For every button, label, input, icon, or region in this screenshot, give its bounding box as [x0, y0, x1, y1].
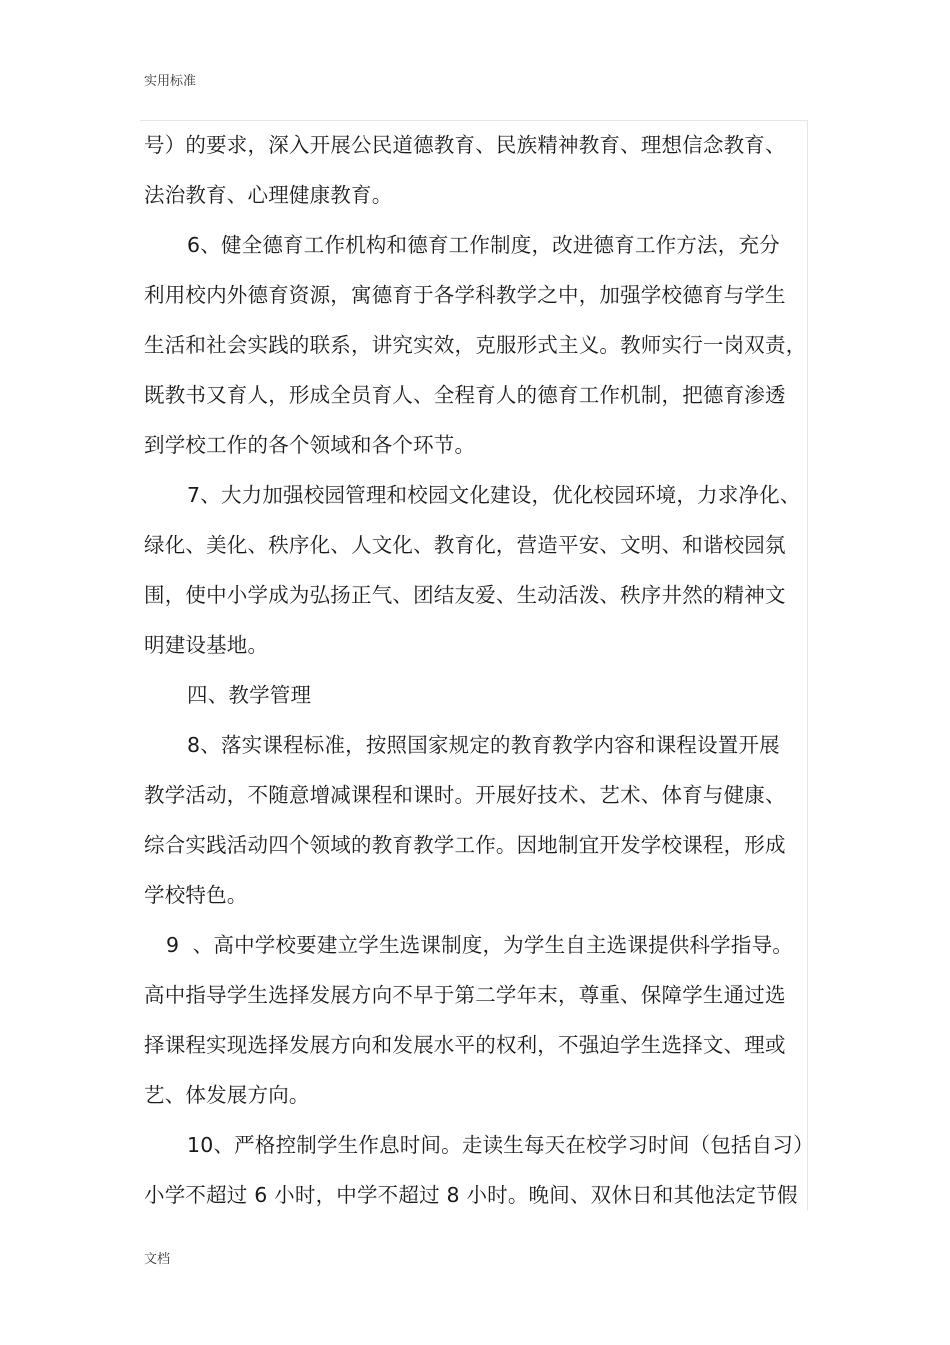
text-line: 小学不超过 6 小时，中学不超过 8 小时。晚间、双休日和其他法定节假 — [144, 1183, 798, 1207]
text-line: 生活和社会实践的联系，讲究实效，克服形式主义。教师实行一岗双责， — [144, 333, 807, 357]
text-line: 10、严格控制学生作息时间。走读生每天在校学习时间（包括自习） — [187, 1133, 814, 1157]
text-line: 综合实践活动四个领域的教育教学工作。因地制宜开发学校课程，形成 — [144, 833, 786, 857]
text-line: 9 、高中学校要建立学生选课制度，为学生自主选课提供科学指导。 — [166, 933, 793, 957]
page-header: 实用标准 — [144, 74, 197, 89]
text-line: 8、落实课程标准，按照国家规定的教育教学内容和课程设置开展 — [187, 733, 780, 757]
document-body — [144, 120, 824, 1220]
text-line: 高中指导学生选择发展方向不早于第二学年末，尊重、保障学生通过选 — [144, 983, 786, 1007]
text-line: 7、大力加强校园管理和校园文化建设，优化校园环境，力求净化、 — [187, 483, 801, 507]
text-line: 择课程实现选择发展方向和发展水平的权利，不强迫学生选择文、理或 — [144, 1033, 786, 1057]
text-line: 围，使中小学成为弘扬正气、团结友爱、生动活泼、秩序井然的精神文 — [144, 583, 786, 607]
text-line: 法治教育、心理健康教育。 — [144, 183, 393, 207]
text-line: 号）的要求，深入开展公民道德教育、民族精神教育、理想信念教育、 — [144, 133, 786, 157]
text-line: 明建设基地。 — [144, 633, 269, 657]
text-line: 6、健全德育工作机构和德育工作制度，改进德育工作方法，充分 — [187, 233, 780, 257]
page-footer: 文档 — [144, 1252, 171, 1267]
text-line: 利用校内外德育资源，寓德育于各学科教学之中，加强学校德育与学生 — [144, 283, 786, 307]
text-line: 绿化、美化、秩序化、人文化、教育化，营造平安、文明、和谐校园氛 — [144, 533, 786, 557]
text-line: 既教书又育人，形成全员育人、全程育人的德育工作机制，把德育渗透 — [144, 383, 786, 407]
text-line: 学校特色。 — [144, 883, 248, 907]
section-heading: 四、教学管理 — [187, 683, 312, 707]
text-line: 艺、体发展方向。 — [144, 1083, 310, 1107]
text-line: 教学活动，不随意增减课程和课时。开展好技术、艺术、体育与健康、 — [144, 783, 786, 807]
text-line: 到学校工作的各个领域和各个环节。 — [144, 433, 476, 457]
